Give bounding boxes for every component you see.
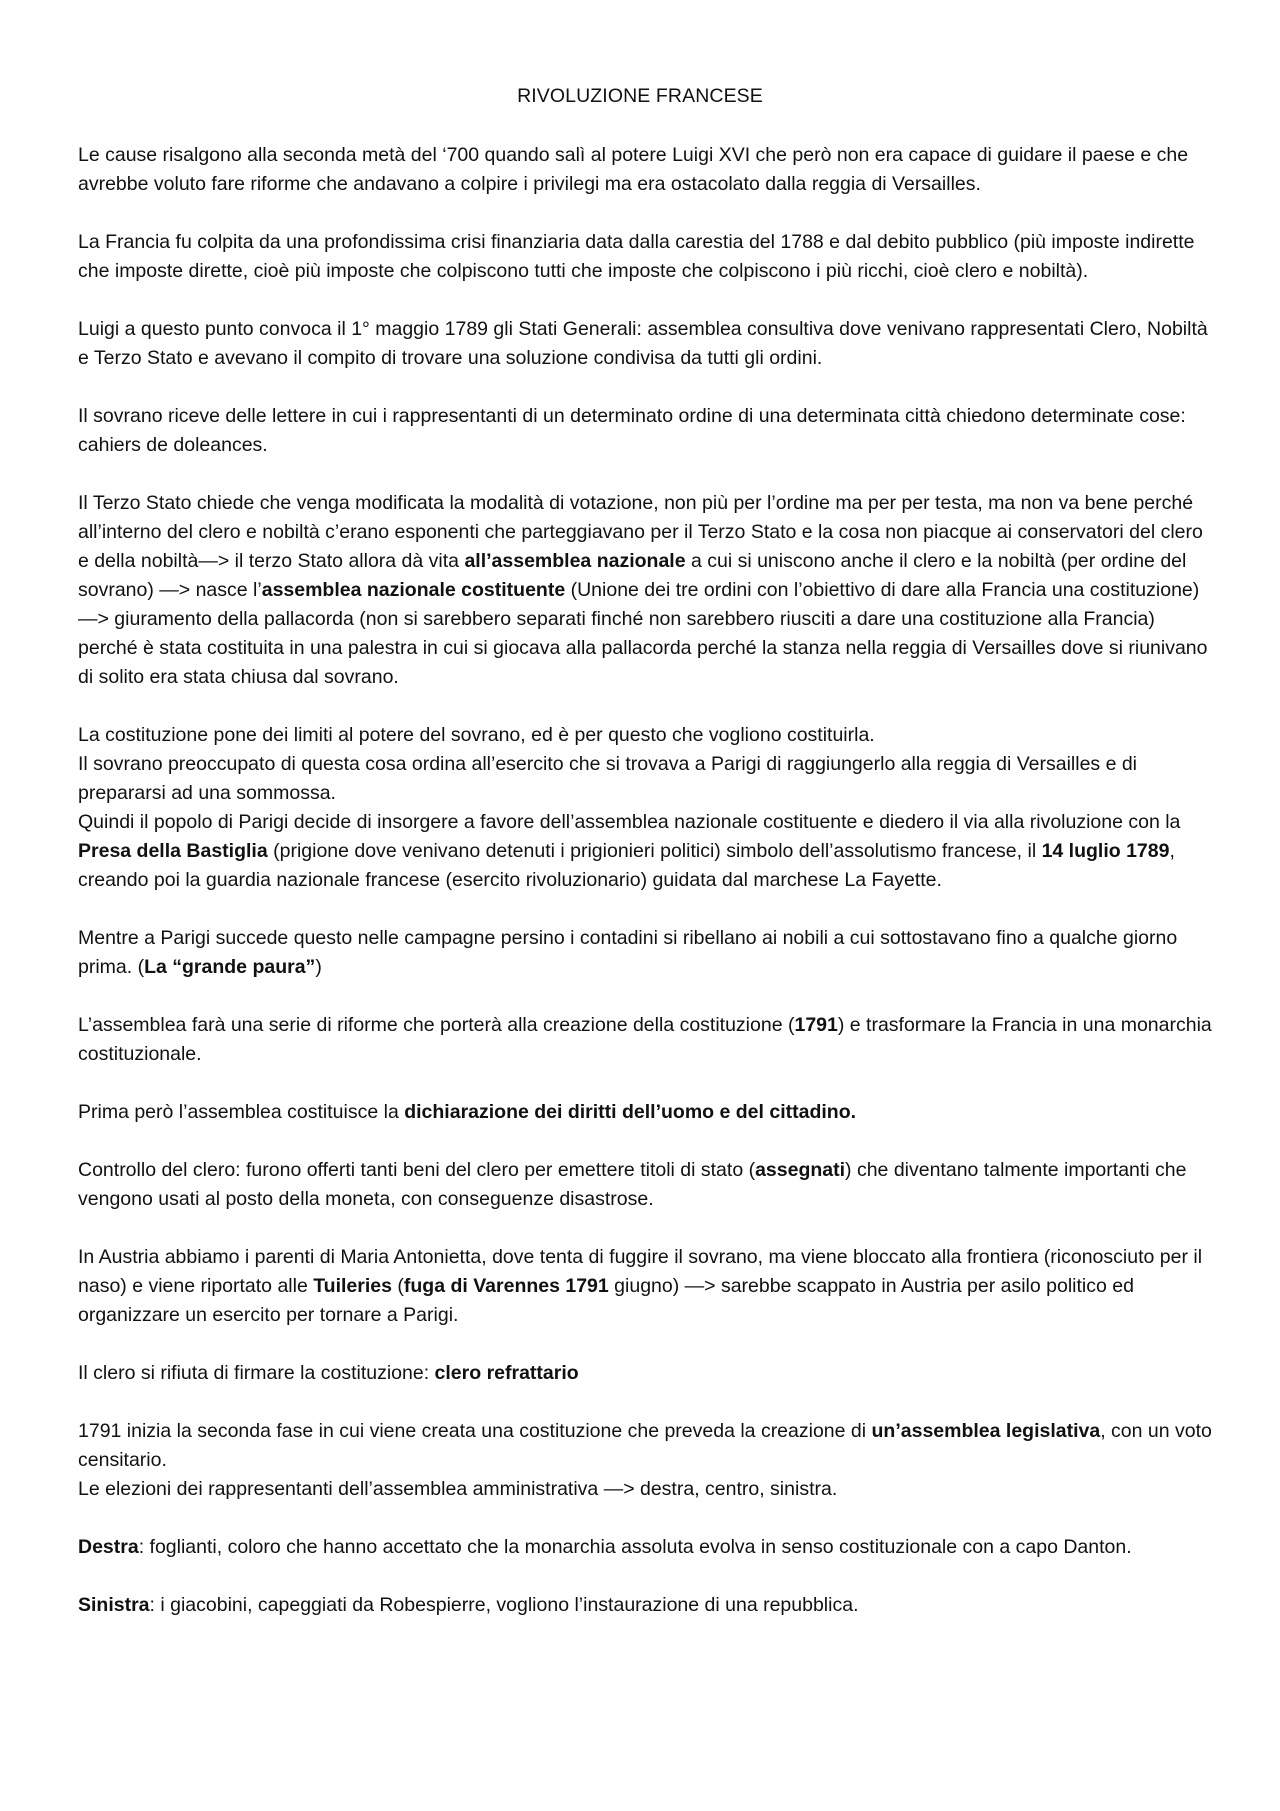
paragraph-left: [78, 1591, 1213, 1620]
bold-term: fuga di Varennes 1791: [403, 1275, 609, 1297]
text-segment: 1791 inizia la seconda fase in cui viene creata una costituzione che preveda la creazione di: [78, 1420, 872, 1442]
text-segment: giugno) —> sarebbe scappato in Austria per asilo politico ed organizzare un esercito per tornare a Parigi.: [78, 1275, 1134, 1326]
bold-term: assegnati: [755, 1159, 846, 1181]
text-segment: Il Terzo Stato chiede che venga modificata la modalità di votazione, non più per l’ordine ma per per testa, ma non va bene perché all’interno del clero e nobiltà c’erano esponenti che parteggiavano per il Terzo Stato e la cosa non piacque ai conservatori del clero e della nobiltà—> il terzo Stato allora dà vita: [78, 492, 1203, 572]
bold-term: Presa della Bastiglia: [78, 840, 268, 862]
text-segment: (prigione dove venivano detenuti i prigionieri politici) simbolo dell’assolutismo francese, il: [267, 840, 1042, 862]
text-segment: ) e trasformare la Francia in una monarchia costituzionale.: [78, 1014, 1212, 1065]
paragraph-legislative-assembly: [78, 1417, 1213, 1475]
text-segment: Controllo del clero: furono offerti tanti beni del clero per emettere titoli di stato (: [78, 1159, 756, 1181]
paragraph-elections: Le elezioni dei rappresentanti dell’assemblea amministrativa —> destra, centro, sinistra.: [78, 1478, 838, 1500]
paragraph-refractory-clergy: [78, 1359, 1213, 1388]
text-segment: : foglianti, coloro che hanno accettato che la monarchia assoluta evolva in senso costituzionale con a capo Danton.: [138, 1536, 1132, 1558]
paragraph-financial-crisis: La Francia fu colpita da una profondissima crisi finanziaria data dalla carestia del 1788 e dal debito pubblico (più imposte indirette che imposte dirette, cioè più imposte che colpiscono tutti che imposte che colpiscono i più ricchi, cioè clero e nobiltà).: [78, 231, 1195, 282]
bold-term: assemblea nazionale costituente: [261, 579, 566, 601]
paragraph-causes: Le cause risalgono alla seconda metà del ‘700 quando salì al potere Luigi XVI che però non era capace di guidare il paese e che avrebbe voluto fare riforme che andavano a colpire i privilegi ma era ostacolato dalla reggia di Versailles.: [78, 144, 1189, 195]
paragraph-estates-general: Luigi a questo punto convoca il 1° maggio 1789 gli Stati Generali: assemblea consultiva dove venivano rappresentati Clero, Nobiltà e Terzo Stato e avevano il compito di trovare una soluzione condivisa da tutti gli ordini.: [78, 318, 1208, 369]
paragraph-cahiers: Il sovrano riceve delle lettere in cui i rappresentanti di un determinato ordine di una determinata città chiedono determinate cose: cahiers de doleances.: [78, 405, 1186, 456]
paragraph-declaration: [78, 1098, 1213, 1127]
text-segment: (: [391, 1275, 404, 1297]
paragraph-clergy-control: [78, 1156, 1213, 1214]
paragraph-third-estate: [78, 489, 1213, 692]
text-segment: In Austria abbiamo i parenti di Maria Antonietta, dove tenta di fuggire il sovrano, ma viene bloccato alla frontiera (riconosciuto per il naso) e viene riportato alle: [78, 1246, 1203, 1297]
text-segment: a cui si uniscono anche il clero e la nobiltà (per ordine del sovrano) —> nasce l’: [78, 550, 1187, 601]
paragraph-bastille: [78, 808, 1213, 895]
bold-term: clero refrattario: [434, 1362, 579, 1384]
text-segment: Prima però l’assemblea costituisce la: [78, 1101, 405, 1123]
paragraph-great-fear: [78, 924, 1213, 982]
text-segment: : i giacobini, capeggiati da Robespierre, vogliono l’instaurazione di una repubblica.: [149, 1594, 859, 1616]
bold-term: un’assemblea legislativa: [871, 1420, 1101, 1442]
paragraph-varennes: [78, 1243, 1213, 1330]
text-segment: ): [315, 956, 322, 978]
text-segment: ) che diventano talmente importanti che vengono usati al posto della moneta, con conseguenze disastrose.: [78, 1159, 1187, 1210]
paragraph-army-order: Il sovrano preoccupato di questa cosa ordina all’esercito che si trovava a Parigi di raggiungerlo alla reggia di Versailles e di prepararsi ad una sommossa.: [78, 753, 1138, 804]
text-segment: , con un voto censitario.: [78, 1420, 1212, 1471]
text-segment: , creando poi la guardia nazionale francese (esercito rivoluzionario) guidata dal marchese La Fayette.: [78, 840, 1175, 891]
bold-term: dichiarazione dei diritti dell’uomo e del cittadino.: [404, 1101, 857, 1123]
bold-term: 14 luglio 1789: [1041, 840, 1170, 862]
bold-term: 1791: [794, 1014, 838, 1036]
paragraph-constitution-limits: La costituzione pone dei limiti al potere del sovrano, ed è per questo che vogliono costituirla.: [78, 724, 875, 746]
text-segment: Il clero si rifiuta di firmare la costituzione:: [78, 1362, 435, 1384]
document-body: [78, 141, 1213, 1649]
text-segment: L’assemblea farà una serie di riforme che porterà alla creazione della costituzione (: [78, 1014, 795, 1036]
bold-term: La “grande paura”: [144, 956, 316, 978]
paragraph-right: [78, 1533, 1213, 1562]
bold-term: Tuileries: [313, 1275, 392, 1297]
bold-term: Destra: [78, 1536, 139, 1558]
text-segment: Mentre a Parigi succede questo nelle campagne persino i contadini si ribellano ai nobili a cui sottostavano fino a qualche giorno prima. (: [78, 927, 1178, 978]
text-segment: Quindi il popolo di Parigi decide di insorgere a favore dell’assemblea nazionale costituente e diedero il via alla rivoluzione con la: [78, 811, 1181, 833]
bold-term: all’assemblea nazionale: [464, 550, 686, 572]
page-title: RIVOLUZIONE FRANCESE: [517, 85, 763, 107]
bold-term: Sinistra: [78, 1594, 150, 1616]
text-segment: (Unione dei tre ordini con l’obiettivo di dare alla Francia una costituzione) —> giuramento della pallacorda (non si sarebbero separati finché non sarebbero riusciti a dare una costituzione alla Francia) perché è stata costituita in una palestra in cui si giocava alla pallacorda perché la stanza nella reggia di Versailles dove si riunivano di solito era stata chiusa dal sovrano.: [78, 579, 1208, 688]
paragraph-reforms: [78, 1011, 1213, 1069]
